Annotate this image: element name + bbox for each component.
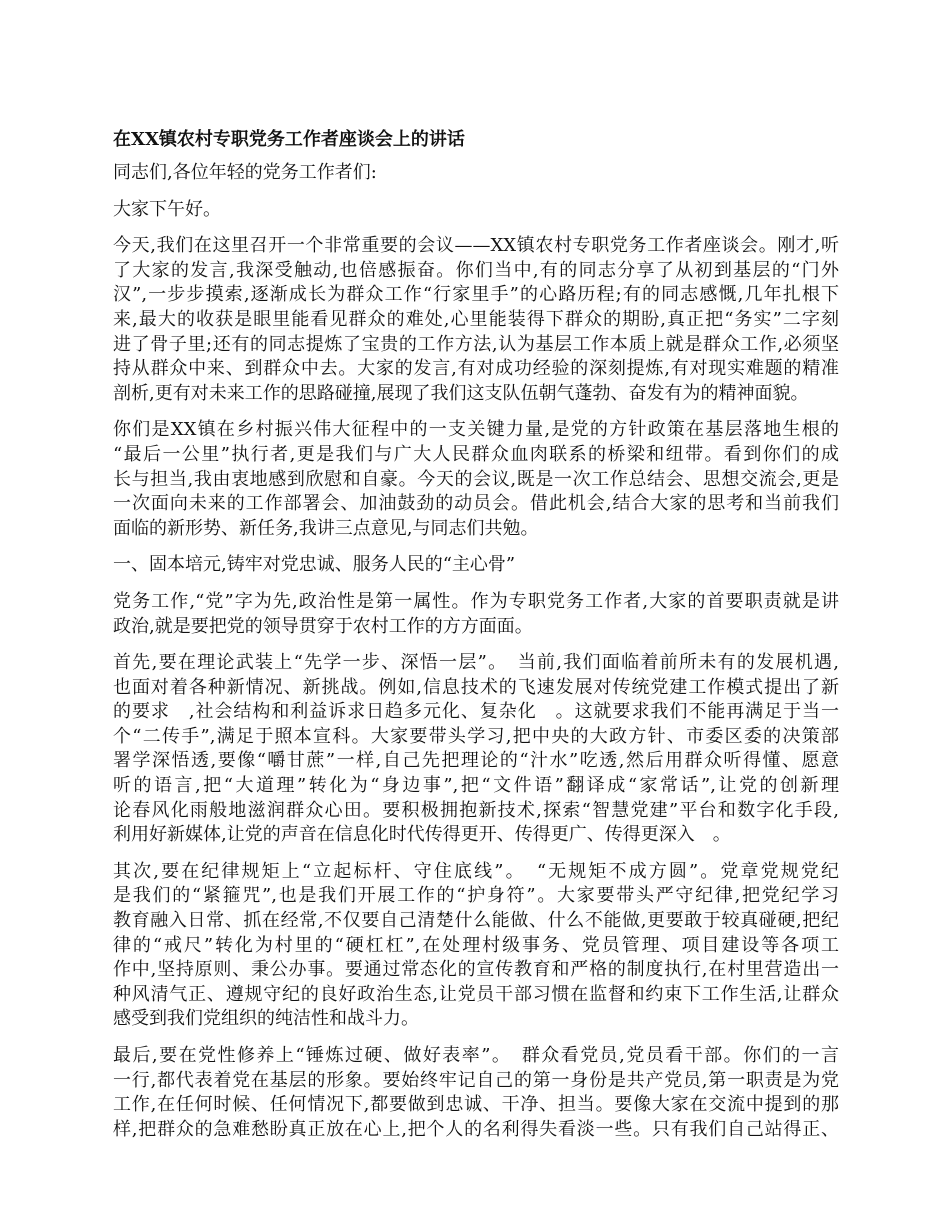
text-line: 一次面向未来的工作部署会、加油鼓劲的动员会。借此机会,结合大家的思考和当前我们 (113, 493, 839, 515)
text-line: 署学深悟透,要像“嚼甘蔗”一样,自己先把理论的“汁水”吃透,然后用群众听得懂、愿意 (113, 750, 839, 772)
text-line: 样,把群众的急难愁盼真正放在心上,把个人的名利得失看淡一些。只有我们自己站得正、 (113, 1118, 839, 1140)
text-line: 的要求 ,社会结构和利益诉求日趋多元化、复杂化 。这就要求我们不能再满足于当一 (113, 701, 839, 723)
document-title: 在XX镇农村专职党务工作者座谈会上的讲话 (113, 129, 465, 150)
document-body (113, 161, 839, 1142)
text-line: 面临的新形势、新任务,我讲三点意见,与同志们共勉。 (113, 517, 539, 539)
text-line: 工作,在任何时候、任何情况下,都要做到忠诚、干净、担当。要像大家在交流中提到的那 (113, 1094, 839, 1116)
text-line: 进了骨子里;还有的同志提炼了宝贵的工作方法,认为基层工作本质上就是群众工作,必须坚 (113, 333, 839, 355)
paragraph (113, 418, 839, 541)
text-line: 其次,要在纪律规矩上“立起标杆、守住底线”。 “无规矩不成方圆”。党章党规党纪 (113, 860, 839, 882)
text-line: 是我们的“紧箍咒”,也是我们开展工作的“护身符”。大家要带头严守纪律,把党纪学习 (113, 885, 839, 907)
text-line: 政治,就是要把党的领导贯穿于农村工作的方方面面。 (113, 615, 533, 637)
paragraph (113, 590, 839, 639)
text-line: 持从群众中来、到群众中去。大家的发言,有对成功经验的深刻提炼,有对现实难题的精准 (113, 358, 839, 380)
text-line: 教育融入日常、抓在经常,不仅要自己清楚什么能做、什么不能做,更要敢于较真碰硬,把纪 (113, 910, 839, 932)
text-line: 利用好新媒体,让党的声音在信息化时代传得更开、传得更广、传得更深入 。 (113, 824, 731, 846)
salutation (113, 161, 839, 186)
paragraph (113, 651, 839, 848)
text-line: 律的“戒尺”转化为村里的“硬杠杠”,在处理村级事务、党员管理、项目建设等各项工 (113, 934, 839, 956)
text-line: 个“二传手”,满足于照本宣科。大家要带头学习,把中央的大政方针、市委区委的决策部 (113, 725, 839, 747)
text-line: 大家下午好。 (113, 198, 221, 220)
text-line: 今天,我们在这里召开一个非常重要的会议——XX镇农村专职党务工作者座谈会。刚才,听 (113, 235, 839, 257)
text-line: 长与担当,我由衷地感到欣慰和自豪。今天的会议,既是一次工作总结会、思想交流会,更是 (113, 468, 839, 490)
paragraph (113, 234, 839, 406)
section-heading (113, 553, 839, 578)
text-line: 种风清气正、遵规守纪的良好政治生态,让党员干部习惯在监督和约束下工作生活,让群众 (113, 983, 839, 1005)
text-line: 一、固本培元,铸牢对党忠诚、服务人民的“主心骨” (113, 554, 516, 576)
text-line: “最后一公里”执行者,更是我们与广大人民群众血肉联系的桥梁和纽带。看到你们的成 (113, 443, 839, 465)
text-line: 也面对着各种新情况、新挑战。例如,信息技术的飞速发展对传统党建工作模式提出了新 (113, 676, 839, 698)
text-line: 最后,要在党性修养上“锤炼过硬、做好表率”。 群众看党员,党员看干部。你们的一言 (113, 1045, 839, 1066)
paragraph (113, 860, 839, 1032)
text-line: 剖析,更有对未来工作的思路碰撞,展现了我们这支队伍朝气蓬勃、奋发有为的精神面貌。 (113, 382, 809, 404)
text-line: 作中,坚持原则、秉公办事。要通过常态化的宣传教育和严格的制度执行,在村里营造出一 (113, 959, 839, 981)
text-line: 同志们,各位年轻的党务工作者们: (113, 162, 377, 183)
text-line: 论春风化雨般地滋润群众心田。要积极拥抱新技术,探索“智慧党建”平台和数字化手段, (113, 799, 839, 821)
text-line: 汉”,一步步摸索,逐渐成长为群众工作“行家里手”的心路历程;有的同志感慨,几年扎根下 (113, 284, 839, 306)
text-line: 首先,要在理论武装上“先学一步、深悟一层”。 当前,我们面临着前所未有的发展机遇, (113, 652, 839, 674)
text-line: 你们是XX镇在乡村振兴伟大征程中的一支关键力量,是党的方针政策在基层落地生根的 (113, 419, 839, 441)
text-line: 了大家的发言,我深受触动,也倍感振奋。你们当中,有的同志分享了从初到基层的“门外 (113, 259, 839, 281)
text-line: 党务工作,“党”字为先,政治性是第一属性。作为专职党务工作者,大家的首要职责就是讲 (113, 590, 839, 612)
document-page (113, 127, 839, 1154)
text-line: 来,最大的收获是眼里能看见群众的难处,心里能装得下群众的期盼,真正把“务实”二字刻 (113, 308, 839, 330)
greeting (113, 198, 839, 223)
text-line: 感受到我们党组织的纯洁性和战斗力。 (113, 1008, 419, 1030)
text-line: 听的语言,把“大道理”转化为“身边事”,把“文件语”翻译成“家常话”,让党的创新理 (113, 775, 839, 797)
text-line: 一行,都代表着党在基层的形象。要始终牢记自己的第一身份是共产党员,第一职责是为党 (113, 1069, 839, 1091)
paragraph (113, 1044, 839, 1142)
